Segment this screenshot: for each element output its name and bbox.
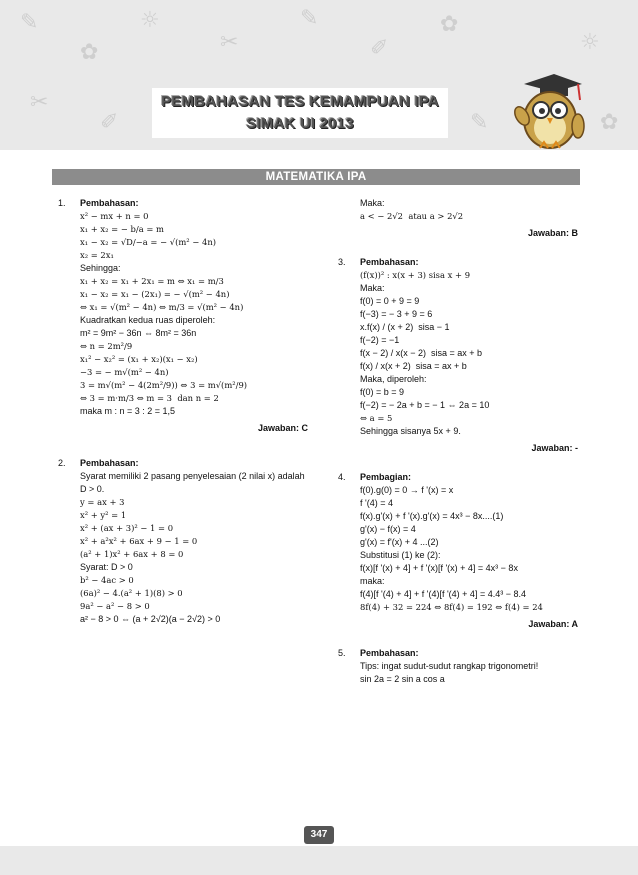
solution-line: 8f(4) + 32 = 224 ⇔ 8f(4) = 192 ⇔ f(4) = 24 bbox=[360, 602, 543, 612]
title-banner bbox=[152, 88, 448, 138]
solution-line: b² − 4ac > 0 bbox=[80, 575, 134, 585]
solution-line: x₁ + x₂ = − b/a = m bbox=[80, 224, 164, 234]
problem-block bbox=[58, 197, 308, 435]
doodle-icon: ✿ bbox=[600, 110, 619, 135]
doodle-icon: ✎ bbox=[300, 6, 319, 31]
solution-line: ⇔ x₁ = √(m² − 4n) ⇔ m/3 = √(m² − 4n) bbox=[80, 302, 244, 312]
solution-line: x₂ = 2x₁ bbox=[80, 250, 114, 260]
solution-line: f(0).g(0) = 0 → f '(x) = x bbox=[360, 485, 454, 495]
problem-heading: Pembahasan: bbox=[360, 648, 419, 658]
footer-band bbox=[0, 846, 638, 875]
page-number: 347 bbox=[304, 826, 334, 844]
solution-line: y = ax + 3 bbox=[80, 497, 125, 507]
problem-block bbox=[338, 647, 578, 686]
solution-line: x.f(x) / (x + 2) sisa − 1 bbox=[360, 322, 450, 332]
left-column bbox=[58, 197, 308, 626]
solution-line: x² − mx + n = 0 bbox=[80, 211, 149, 221]
answer-label: Jawaban: A bbox=[528, 619, 578, 629]
answer-label: Jawaban: C bbox=[257, 423, 308, 433]
owl-mascot-icon bbox=[510, 70, 588, 150]
doodle-icon: ✿ bbox=[80, 40, 99, 65]
solution-line: Maka: bbox=[360, 283, 385, 293]
solution-line: f '(4) = 4 bbox=[360, 498, 393, 508]
solution-line: x₁ + x₂ = x₁ + 2x₁ = m ⇔ x₁ = m/3 bbox=[80, 276, 224, 286]
solution-line: −3 = − m√(m² − 4n) bbox=[80, 367, 169, 377]
section-title: MATEMATIKA IPA bbox=[52, 169, 580, 185]
doodle-icon: ✎ bbox=[20, 10, 39, 35]
solution-line: Syarat memiliki 2 pasang penyelesaian (2 nilai x) adalah D > 0. bbox=[80, 471, 308, 494]
solution-line: f(x).g'(x) + f '(x).g'(x) = 4x³ − 8x....(1) bbox=[360, 511, 504, 521]
page-subtitle: SIMAK UI 2013 bbox=[246, 115, 354, 132]
solution-line: a² − 8 > 0 ⇔ (a + 2√2)(a − 2√2) > 0 bbox=[80, 614, 221, 624]
solution-line: Kuadratkan kedua ruas diperoleh: bbox=[80, 315, 216, 325]
solution-line: sin 2a = 2 sin a cos a bbox=[360, 674, 445, 684]
answer-label: Jawaban: - bbox=[531, 443, 578, 453]
solution-line: a < − 2√2 atau a > 2√2 bbox=[360, 211, 464, 221]
doodle-icon: ✂ bbox=[30, 90, 49, 115]
doodle-icon: ✂ bbox=[220, 30, 239, 55]
solution-line: f(x − 2) / x(x − 2) sisa = ax + b bbox=[360, 348, 483, 358]
solution-line: x₁² − x₂² = (x₁ + x₂)(x₁ − x₂) bbox=[80, 354, 198, 364]
solution-line: Sehingga: bbox=[80, 263, 121, 273]
header-band bbox=[0, 0, 638, 150]
solution-line: x² + y² = 1 bbox=[80, 510, 127, 520]
solution-line: maka m : n = 3 : 2 = 1,5 bbox=[80, 406, 176, 416]
doodle-icon: ✿ bbox=[440, 12, 459, 37]
problem-block bbox=[338, 256, 578, 455]
problem-number: 2. bbox=[58, 458, 66, 468]
solution-line: x₁ − x₂ = x₁ − (2x₁) = − √(m² − 4n) bbox=[80, 289, 230, 299]
solution-line: ⇔ a = 5 bbox=[360, 413, 393, 423]
solution-line: f(x)[f '(x) + 4] + f '(x)[f '(x) + 4] = 4x³ − 8x bbox=[360, 563, 518, 573]
solution-line: f(4)[f '(4) + 4] + f '(4)[f '(4) + 4] = 4.4³ − 8.4 bbox=[360, 589, 526, 599]
solution-line: (6a)² − 4.(a² + 1)(8) > 0 bbox=[80, 588, 183, 598]
solution-line: Maka, diperoleh: bbox=[360, 374, 427, 384]
doodle-icon: ☼ bbox=[580, 30, 600, 55]
solution-line: g'(x) − f(x) = 4 bbox=[360, 524, 416, 534]
problem-block bbox=[338, 197, 578, 240]
solution-line: m² = 9m² − 36n ⇔ 8m² = 36n bbox=[80, 328, 197, 338]
solution-line: g'(x) = f'(x) + 4 ...(2) bbox=[360, 537, 439, 547]
solution-line: x₁ − x₂ = √D/−a = − √(m² − 4n) bbox=[80, 237, 216, 247]
page-title: PEMBAHASAN TES KEMAMPUAN IPA bbox=[161, 93, 439, 110]
spacer bbox=[338, 631, 578, 647]
solution-line: ⇔ 3 = m·m/3 ⇔ m = 3 dan n = 2 bbox=[80, 393, 219, 403]
solution-line: 3 = m√(m² − 4(2m²/9)) ⇔ 3 = m√(m²/9) bbox=[80, 380, 248, 390]
doodle-icon: ☼ bbox=[140, 8, 160, 33]
problem-number: 4. bbox=[338, 472, 346, 482]
doodle-icon: ✐ bbox=[100, 110, 119, 135]
problem-heading: Pembahasan: bbox=[80, 458, 139, 468]
doodle-icon: ✎ bbox=[470, 110, 489, 135]
solution-line: maka: bbox=[360, 576, 385, 586]
spacer bbox=[338, 240, 578, 256]
right-column bbox=[338, 197, 578, 686]
problem-heading: Pembahasan: bbox=[80, 198, 139, 208]
solution-line: ⇔ n = 2m²/9 bbox=[80, 341, 133, 351]
solution-line: f(x) / x(x + 2) sisa = ax + b bbox=[360, 361, 467, 371]
answer-label: Jawaban: B bbox=[527, 228, 578, 238]
solution-line: Substitusi (1) ke (2): bbox=[360, 550, 441, 560]
solution-line: (a² + 1)x² + 6ax + 8 = 0 bbox=[80, 549, 184, 559]
problem-heading: Pembahasan: bbox=[360, 257, 419, 267]
solution-line: x² + a²x² + 6ax + 9 − 1 = 0 bbox=[80, 536, 198, 546]
solution-line: Tips: ingat sudut-sudut rangkap trigonometri! bbox=[360, 661, 539, 671]
solution-line: f(−2) = − 2a + b = − 1 ⇔ 2a = 10 bbox=[360, 400, 490, 410]
solution-line: 9a² − a² − 8 > 0 bbox=[80, 601, 150, 611]
spacer bbox=[338, 455, 578, 471]
problem-number: 5. bbox=[338, 648, 346, 658]
solution-line: Sehingga sisanya 5x + 9. bbox=[360, 426, 461, 436]
solution-line: x² + (ax + 3)² − 1 = 0 bbox=[80, 523, 174, 533]
solution-line: f(−2) = −1 bbox=[360, 335, 400, 345]
problem-heading: Pembagian: bbox=[360, 472, 412, 482]
problem-number: 1. bbox=[58, 198, 66, 208]
solution-line: Maka: bbox=[360, 198, 385, 208]
solution-line: f(0) = b = 9 bbox=[360, 387, 405, 397]
solution-line: (f(x))² : x(x + 3) sisa x + 9 bbox=[360, 270, 471, 280]
doodle-icon: ✐ bbox=[370, 36, 389, 61]
solution-line: Syarat: D > 0 bbox=[80, 562, 133, 572]
problem-number: 3. bbox=[338, 257, 346, 267]
problem-block bbox=[338, 471, 578, 631]
solution-line: f(0) = 0 + 9 = 9 bbox=[360, 296, 420, 306]
problem-block bbox=[58, 457, 308, 626]
spacer bbox=[58, 435, 308, 457]
solution-line: f(−3) = − 3 + 9 = 6 bbox=[360, 309, 433, 319]
